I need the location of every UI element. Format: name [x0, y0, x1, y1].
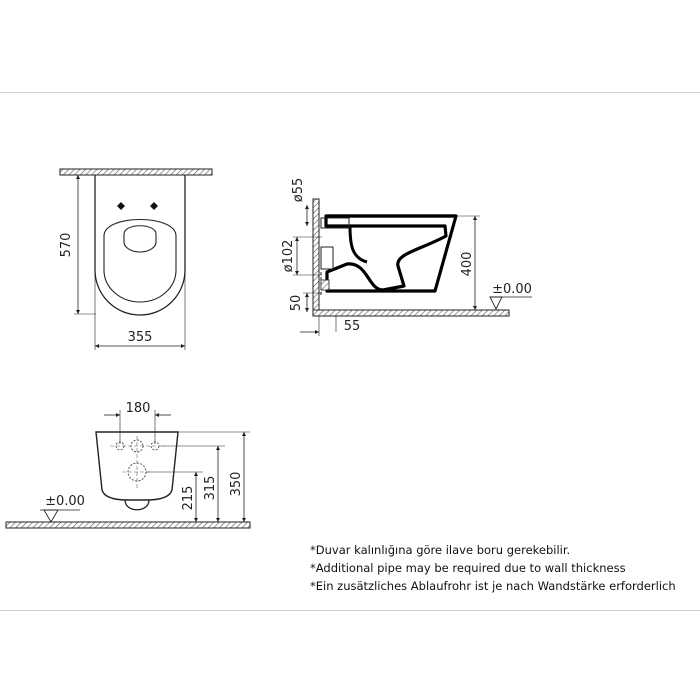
top-view-depth-label: 570	[59, 232, 74, 258]
top-view-wall	[60, 169, 212, 175]
side-view-pipe-height-label: 50	[289, 294, 304, 312]
note-turkish: *Duvar kalınlığına göre ilave boru gerekebilir.	[310, 543, 571, 557]
front-view-level-marker-icon	[44, 510, 58, 522]
side-view-pipe-stub	[321, 280, 329, 290]
note-german: *Ein zusätzliches Ablaufrohr ist je nach Wandstärke erforderlich	[310, 579, 676, 593]
top-view-bolt-left	[117, 202, 125, 210]
side-view-pipe-lower	[321, 247, 333, 269]
side-view-wall	[313, 199, 319, 312]
front-view-inlet-height-label: 215	[181, 485, 196, 511]
side-view-floor	[313, 310, 509, 316]
front-view-rim-height-label: 350	[229, 471, 244, 497]
side-view-height-label: 400	[460, 251, 475, 277]
top-view-width-label: 355	[127, 330, 153, 345]
side-view-level-marker-icon	[490, 297, 502, 309]
side-view-floor-level-label: ±0.00	[492, 282, 532, 297]
front-view-floor	[6, 522, 250, 528]
top-view-bowl-inner	[104, 220, 176, 303]
top-view-bolt-right	[150, 202, 158, 210]
front-view	[6, 401, 250, 528]
front-view-outlet-foot	[125, 500, 149, 510]
top-view-bowl-outline	[95, 175, 185, 315]
side-view-wall-offset-label: 55	[343, 319, 361, 334]
side-view	[281, 178, 532, 336]
side-view-inner-trap	[350, 226, 367, 262]
front-view-floor-level-label: ±0.00	[45, 494, 85, 509]
side-view-pipe-lower-label: ø102	[281, 239, 296, 273]
top-view-seat-opening	[124, 226, 156, 252]
front-view-outlet-height-label: 315	[203, 475, 218, 501]
side-view-pipe-upper-label: ø55	[291, 177, 306, 203]
note-english: *Additional pipe may be required due to wall thickness	[310, 561, 626, 575]
top-view	[59, 169, 212, 350]
front-view-bolt-spacing-label: 180	[125, 401, 151, 416]
side-view-bowl-body	[326, 216, 456, 291]
